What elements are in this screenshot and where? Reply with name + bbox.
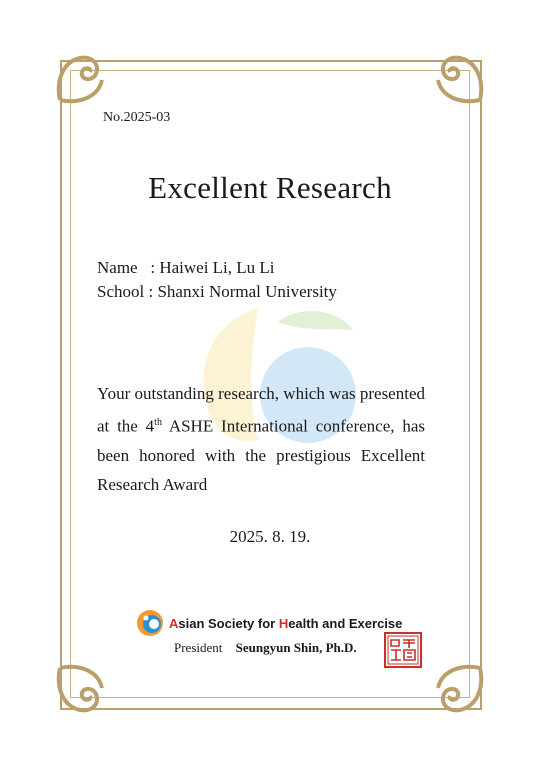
name-label: Name [97,258,138,277]
award-statement [97,379,425,499]
award-date: 2025. 8. 19. [229,527,311,546]
corner-ornament-icon [52,52,108,108]
school-label: School [97,282,145,301]
red-seal-stamp-icon [384,632,422,668]
certificate-number: No.2025-03 [103,110,171,125]
org-initial-h: H [278,615,289,631]
name-separator: : [150,258,156,277]
school-separator: : [148,282,154,301]
recipient-info [97,256,337,304]
signatory-title: President [174,640,223,655]
org-initial-a: A [169,615,179,631]
corner-ornament-icon [52,660,108,716]
school-row [97,280,337,304]
school-name: Shanxi Normal University [157,282,337,301]
org-name-part: sian Society for [178,615,279,631]
name-row [97,256,337,280]
organization-line [136,608,402,638]
ashe-logo-icon [136,609,164,637]
ordinal-suffix: th [154,417,162,428]
signatory-name: Seungyun Shin, Ph.D. [235,640,357,655]
corner-ornament-icon [432,52,488,108]
certificate-title: Excellent Research [148,170,392,205]
recipient-name: Haiwei Li, Lu Li [159,258,275,277]
statement-part-1: Your outstanding research, which was presented at the 4 [97,384,425,436]
org-name-part: ealth and Exercise [288,615,403,631]
corner-ornament-icon [432,660,488,716]
statement-part-2: ASHE International conference, has been honored with the prestigious Excellent Research Award [97,416,425,494]
signatory-line [174,640,357,656]
organization-name [169,616,402,631]
